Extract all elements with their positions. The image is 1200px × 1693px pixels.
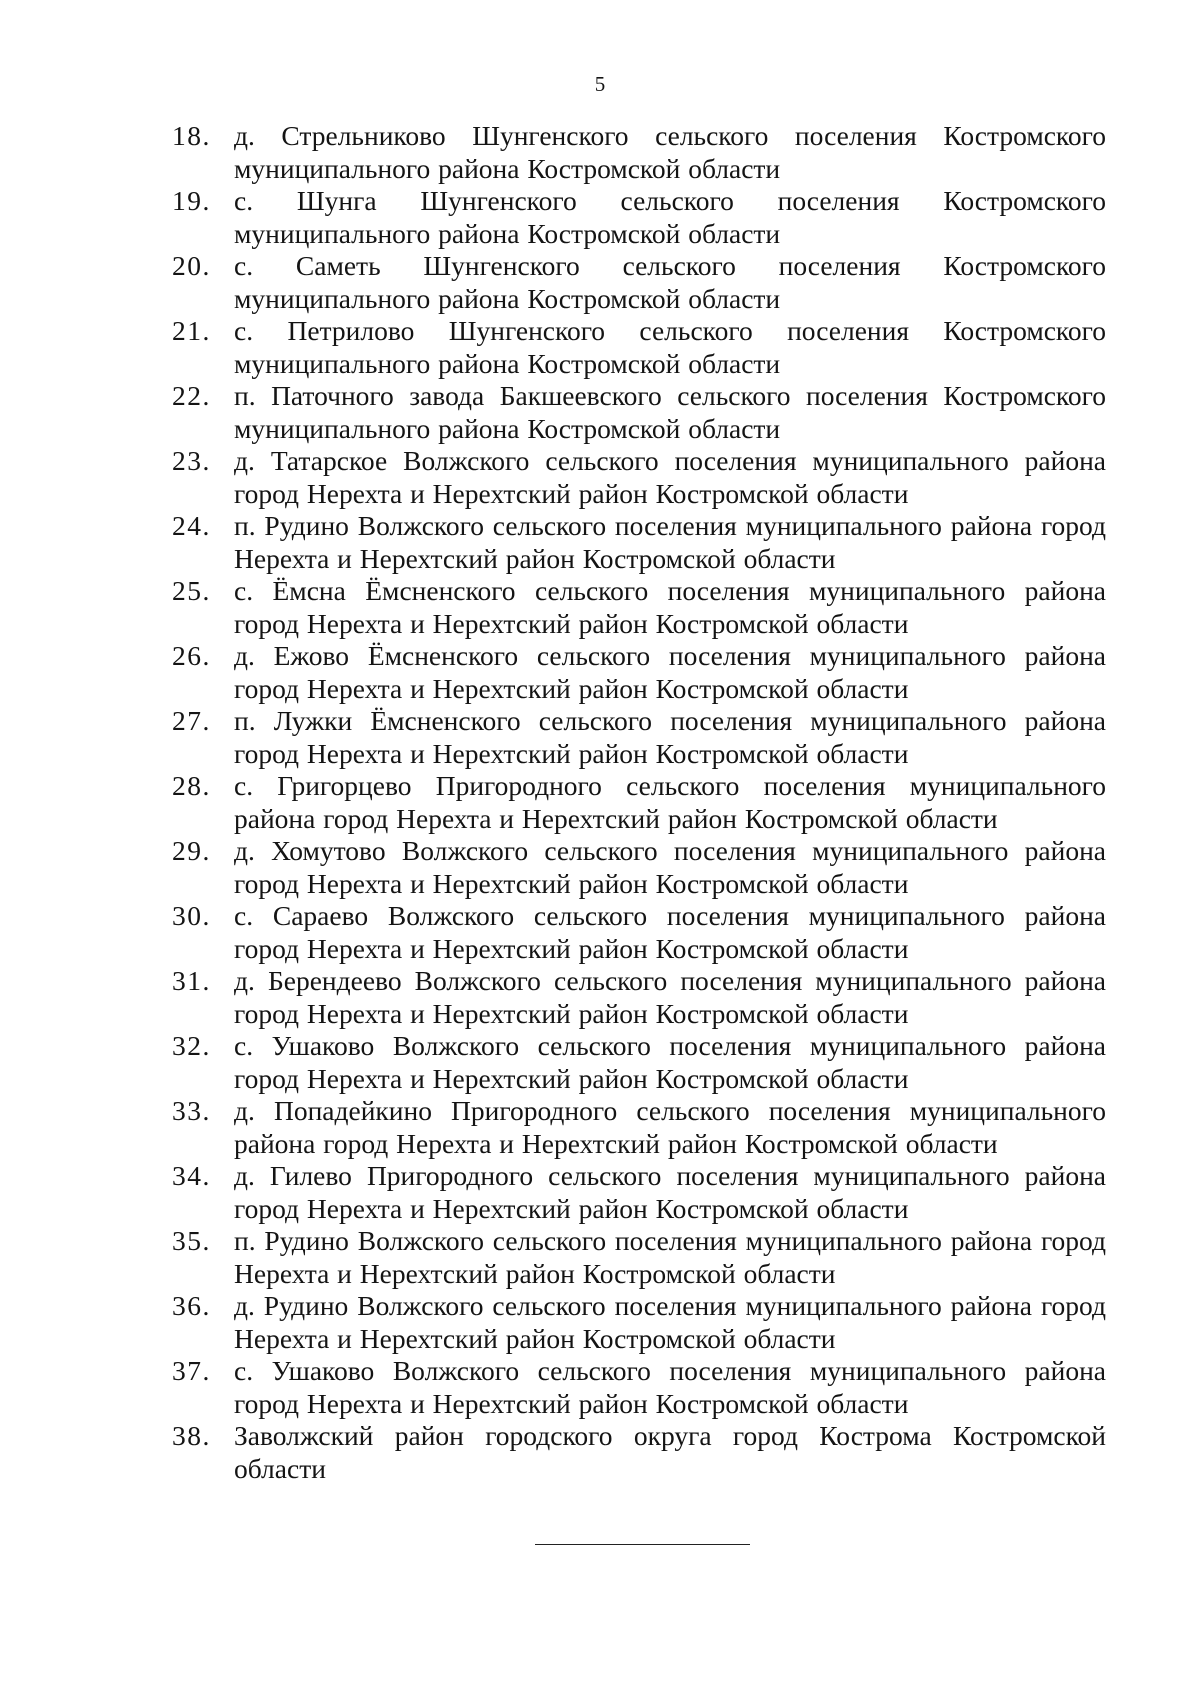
item-number: 35.: [172, 1225, 211, 1256]
item-number: 34.: [172, 1160, 211, 1191]
item-text: п. Паточного завода Бакшеевского сельского поселения Костромского муниципального района Костромской области: [234, 380, 1106, 444]
list-item: [172, 120, 1106, 185]
list-item: [172, 315, 1106, 380]
item-text: с. Ушаково Волжского сельского поселения муниципального района город Нерехта и Нерехтский район Костромской области: [234, 1030, 1106, 1094]
list-item: [172, 1095, 1106, 1160]
list-item: [172, 965, 1106, 1030]
list-item: [172, 770, 1106, 835]
item-text: д. Татарское Волжского сельского поселения муниципального района город Нерехта и Нерехтский район Костромской области: [234, 445, 1106, 509]
item-text: д. Рудино Волжского сельского поселения муниципального района город Нерехта и Нерехтский район Костромской области: [234, 1290, 1106, 1354]
item-number: 20.: [172, 250, 211, 281]
item-number: 27.: [172, 705, 211, 736]
item-number: 30.: [172, 900, 211, 931]
list-item: [172, 1225, 1106, 1290]
list-item: [172, 1290, 1106, 1355]
page-number: 5: [594, 72, 606, 96]
list-item: [172, 705, 1106, 770]
list-item: [172, 250, 1106, 315]
item-text: с. Ёмсна Ёмсненского сельского поселения муниципального района город Нерехта и Нерехтский район Костромской области: [234, 575, 1106, 639]
item-number: 36.: [172, 1290, 211, 1321]
list-item: [172, 1420, 1106, 1485]
item-number: 31.: [172, 965, 211, 996]
list-item: [172, 575, 1106, 640]
list-item: [172, 1160, 1106, 1225]
item-number: 29.: [172, 835, 211, 866]
item-text: д. Хомутово Волжского сельского поселения муниципального района город Нерехта и Нерехтский район Костромской области: [234, 835, 1106, 899]
list-item: [172, 835, 1106, 900]
item-number: 19.: [172, 185, 211, 216]
item-text: п. Лужки Ёмсненского сельского поселения муниципального района город Нерехта и Нерехтский район Костромской области: [234, 705, 1106, 769]
item-number: 37.: [172, 1355, 211, 1386]
item-text: Заволжский район городского округа город Кострома Костромской области: [234, 1420, 1106, 1484]
item-text: д. Попадейкино Пригородного сельского поселения муниципального района город Нерехта и Нерехтский район Костромской области: [234, 1095, 1106, 1159]
item-text: п. Рудино Волжского сельского поселения муниципального района город Нерехта и Нерехтский район Костромской области: [234, 510, 1106, 574]
item-text: д. Ежово Ёмсненского сельского поселения муниципального района город Нерехта и Нерехтский район Костромской области: [234, 640, 1106, 704]
item-number: 22.: [172, 380, 211, 411]
list-item: [172, 1355, 1106, 1420]
item-text: с. Шунга Шунгенского сельского поселения Костромского муниципального района Костромской области: [234, 185, 1106, 249]
item-text: с. Григорцево Пригородного сельского поселения муниципального района город Нерехта и Нерехтский район Костромской области: [234, 770, 1106, 834]
settlement-list: [172, 120, 1106, 1485]
item-text: д. Гилево Пригородного сельского поселения муниципального района город Нерехта и Нерехтский район Костромской области: [234, 1160, 1106, 1224]
item-number: 38.: [172, 1420, 211, 1451]
item-text: д. Стрельниково Шунгенского сельского поселения Костромского муниципального района Костромской области: [234, 120, 1106, 184]
item-number: 33.: [172, 1095, 211, 1126]
list-item: [172, 510, 1106, 575]
item-number: 21.: [172, 315, 211, 346]
item-number: 24.: [172, 510, 211, 541]
list-item: [172, 900, 1106, 965]
item-text: с. Саметь Шунгенского сельского поселения Костромского муниципального района Костромской области: [234, 250, 1106, 314]
item-number: 18.: [172, 120, 211, 151]
list-item: [172, 640, 1106, 705]
list-item: [172, 1030, 1106, 1095]
list-item: [172, 445, 1106, 510]
item-number: 26.: [172, 640, 211, 671]
item-number: 23.: [172, 445, 211, 476]
item-text: д. Берендеево Волжского сельского поселения муниципального района город Нерехта и Нерехтский район Костромской области: [234, 965, 1106, 1029]
list-item: [172, 380, 1106, 445]
item-number: 32.: [172, 1030, 211, 1061]
item-text: п. Рудино Волжского сельского поселения муниципального района город Нерехта и Нерехтский район Костромской области: [234, 1225, 1106, 1289]
item-number: 25.: [172, 575, 211, 606]
item-number: 28.: [172, 770, 211, 801]
end-of-document-rule: [535, 1544, 750, 1545]
list-item: [172, 185, 1106, 250]
item-text: с. Петрилово Шунгенского сельского поселения Костромского муниципального района Костромской области: [234, 315, 1106, 379]
item-text: с. Сараево Волжского сельского поселения муниципального района город Нерехта и Нерехтский район Костромской области: [234, 900, 1106, 964]
item-text: с. Ушаково Волжского сельского поселения муниципального района город Нерехта и Нерехтский район Костромской области: [234, 1355, 1106, 1419]
